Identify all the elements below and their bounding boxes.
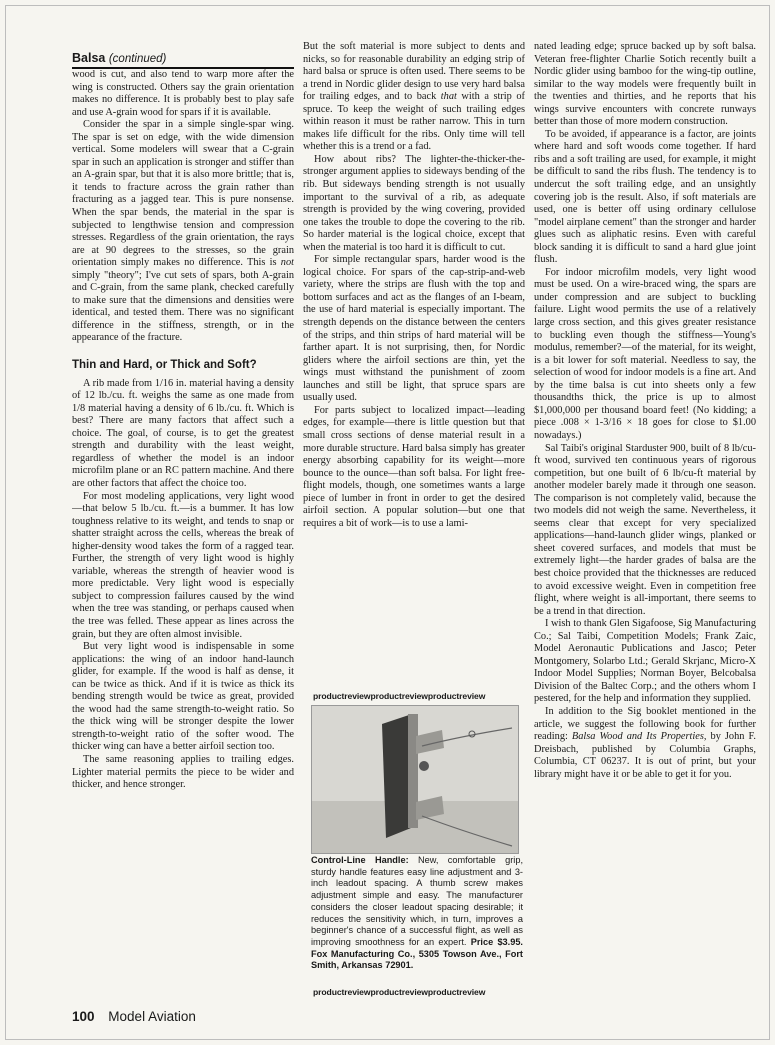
paragraph: But the soft material is more subject to dents and nicks, so for reasonable durability an edging strip of hard balsa or spruce is often used. There seems to be a trend in Nordic glider design to use very hard balsa for trailing edges, and to back that with a strip of spruce. To keep the weight of such trailing edges within reason it must be rather narrow. This in turn makes life difficult for the ribs. Only time will tell whether this is a trend or a fad. [303, 41, 525, 153]
product-review-strip-bottom: productreviewproductreviewproductreview [313, 987, 486, 997]
column-3 [534, 41, 756, 1009]
page-footer [72, 1009, 196, 1024]
column-1 [72, 69, 294, 1009]
photo-caption [311, 855, 523, 972]
paragraph: For simple rectangular spars, harder wood is the logical choice. For spars of the cap-strip-and-web variety, where the strips are flush with the top and bottom surfaces and act as the flanges of an I-beam, the use of hard material is especially important. The strength depends on the distance between the centers of the strips, and thin strips of hard material will be farther apart. It is not surprising, then, for Nordic gliders where the airfoil sections are thin, yet the wings must withstand the punishment of zoom launches and still be light, that spruce spars are usually used. [303, 254, 525, 404]
paragraph: But very light wood is indispensable in some applications: the wing of an indoor hand-launch glider, for example. If the wood is half as dense, it can be twice as thick. And if it is twice as thick its bending strength would be twice as great, provided the wood had the same strength-to-weight ratio. So the thick wing will be stronger despite the lower strength-to-weight ratio of the softer wood. The thicker wing can have a better airfoil section too. [72, 641, 294, 753]
section-title: Balsa [72, 51, 106, 65]
paragraph: To be avoided, if appearance is a factor, are joints where hard and soft woods come together. If hard ribs and a soft trailing are used, for example, it might be difficult to sand the ribs flush. The tendency is to undercut the soft trailing edge, and an unsightly covering job is the result. Also, if soft materials are used, one is better off using ordinary cellulose "model airplane cement" than the stronger and harder glues such as aliphatic resins. Even with careful block sanding it is difficult to sand a hard glue joint flush. [534, 128, 756, 266]
paragraph: For parts subject to localized impact—leading edges, for example—there is little question but that small cross sections of dense material result in a more durable structure. Hard balsa simply has greater energy absorbing capability for its weight—more bounce to the ounce—than soft balsa. For light free-flight models, though, one sometimes wants a large piece of lumber in front in order to get the desired airfoil section. A popular solution—but one that requires a bit of work—is to use a lami- [303, 404, 525, 529]
paragraph: In addition to the Sig booklet mentioned in the article, we suggest the following book for further reading: Balsa Wood and Its Properties, by John F. Dreisbach, published by Columbia Graphs, Columbia, CT 06237. It is out of print, but your library might have it or be able to get it for you. [534, 705, 756, 780]
paragraph: For indoor microfilm models, very light wood must be used. On a wire-braced wing, the spars are under compression and are subject to buckling failure. Light wood permits the use of a relatively large cross section, and this gives greater resistance to buckling even though the stiffness—Young's modulus, remember?—of the material, for its weight, is a bit lower for soft material. Needless to say, the selection of wood for indoor models is a fine art. And by the time balsa is cut into sheets only a few thousandths thick, the price is up to almost $1,000,000 per thousand board feet! (No kidding; a piece .008 × 1-3/16 × 18 goes for close to $1.00 nowadays.) [534, 266, 756, 441]
paragraph: For most modeling applications, very light wood—that below 5 lb./cu. ft.—is a bummer. It has low toughness relative to its weight, and tends to snap or shatter straight across the cells, whereas the break of higher-density wood takes the form of a ragged tear. Further, the strength of very light wood is highly variable, whereas the strength of heavier wood is more predictable. Very light wood is especially subject to compression failures caused by the wind when the tree was standing, or perhaps caused when the tree was felled. These appear as lines across the grain, but they are often almost invisible. [72, 490, 294, 640]
paragraph: nated leading edge; spruce backed up by soft balsa. Veteran free-flighter Charlie Sotich recently built a Nordic glider using bamboo for the wing-tip outline, similar to the way models were frequently built in the twenties and thirties, and he reports that his wings survive encounters with concrete runways better than those of more modern construction. [534, 41, 756, 128]
paragraph: Sal Taibi's original Starduster 900, built of 8 lb/cu-ft wood, survived ten continuous years of rigorous competition, but one built of 6 lb/cu-ft material by another modeler barely made it through one season. The comparison is not completely valid, because the two models did not weigh the same. Nevertheless, it seems clear that except for very specialized applications—hand-launch glider wings, planked or sheet covered surfaces, and models that must be extremely light—the harder grades of balsa are the best choice provided that the thicknesses are reduced to avoid excessive weight. Even in competition free flight, where weight is all-important, there seems to be a trend in that direction. [534, 442, 756, 617]
column-2 [303, 41, 525, 681]
paragraph: A rib made from 1/16 in. material having a density of 12 lb./cu. ft. weighs the same as one made from 1/8 material having a density of 6 lb./cu. ft. Which is best? There are many factors that affect such a choice. The goal, of course, is to get the greatest strength and durability with the least weight, regardless of whether the model is an indoor microfilm plane or an RC pattern machine. And there are other factors that affect the choice too. [72, 377, 294, 489]
handle-illustration [312, 706, 518, 853]
caption-title: Control-Line Handle: [311, 855, 409, 865]
caption-price: Price $3.95. Fox Manufacturing Co., 5305 Towson Ave., Fort Smith, Arkansas 72901. [311, 936, 523, 971]
magazine-title: Model Aviation [108, 1009, 196, 1024]
section-continued: (continued) [108, 53, 167, 65]
control-line-handle-photo [311, 705, 519, 854]
paragraph: The same reasoning applies to trailing edges. Lighter material permits the piece to be wider and thicker, and hence stronger. [72, 753, 294, 791]
paragraph: wood is cut, and also tend to warp more after the wing is constructed. Others say the grain orientation makes no difference. It is probably best to play safe and use A-grain wood for spars if it is available. [72, 69, 294, 118]
section-header [72, 51, 294, 69]
paragraph: I wish to thank Glen Sigafoose, Sig Manufacturing Co.; Sal Taibi, Competition Models; Frank Zaic, Model Aeronautic Publications and Jasco; Peter Montgomery, Solarbo Ltd.; Gerald Skrjanc, Micro-X Indoor Model Supplies; Norman Boyer, Belcobalsa Division of the Baltec Corp.; and the others whom I pestered, for the help and information they supplied. [534, 618, 756, 705]
product-review-strip-top: productreviewproductreviewproductreview [313, 691, 486, 701]
subheading: Thin and Hard, or Thick and Soft? [72, 359, 257, 372]
page-number: 100 [72, 1009, 95, 1024]
caption-body: New, comfortable grip, sturdy handle features easy line adjustment and 3-inch leadout spacing. A thumb screw makes adjustment simple and easy. The manufacturer considers the closer leadout spacing desirable; it reduces the sensitivity which, in turn, improves a beginner's chance of a successful flight, as well as improving smoothness for an expert. [311, 855, 524, 947]
paragraph: Consider the spar in a simple single-spar wing. The spar is set on edge, with the wide dimension vertical. Some modelers will swear that a C-grain spar in such an application is stronger and stiffer than an A-grain spar, but that it is also more brittle; that is, it tends to fracture across the grain rather than fracturing as a jagged tear. This is pure nonsense. When the spar bends, the material in the spar is subjected to lengthwise tension and compression stresses. Regardless of the grain orientation, the rays are at 90 degrees to the stresses, so the grain orientation simply makes no difference. This is not simply "theory"; I've cut sets of spars, both A-grain and C-grain, from the same plank, checked carefully to make sure that the dimensions and densities were identical, and tested them. There was no significant difference in the stiffness, strength, or in the appearance of the fracture. [72, 119, 294, 344]
paragraph: How about ribs? The lighter-the-thicker-the-stronger argument applies to sideways bending of the rib. But sideways bending strength is not usually important to the survival of a rib, as adequate strength is provided by the wing covering, provided one takes the trouble to dope the covering to the rib. So harder material is the logical choice, except that when the material is too hard it is difficult to cut. [303, 153, 525, 253]
